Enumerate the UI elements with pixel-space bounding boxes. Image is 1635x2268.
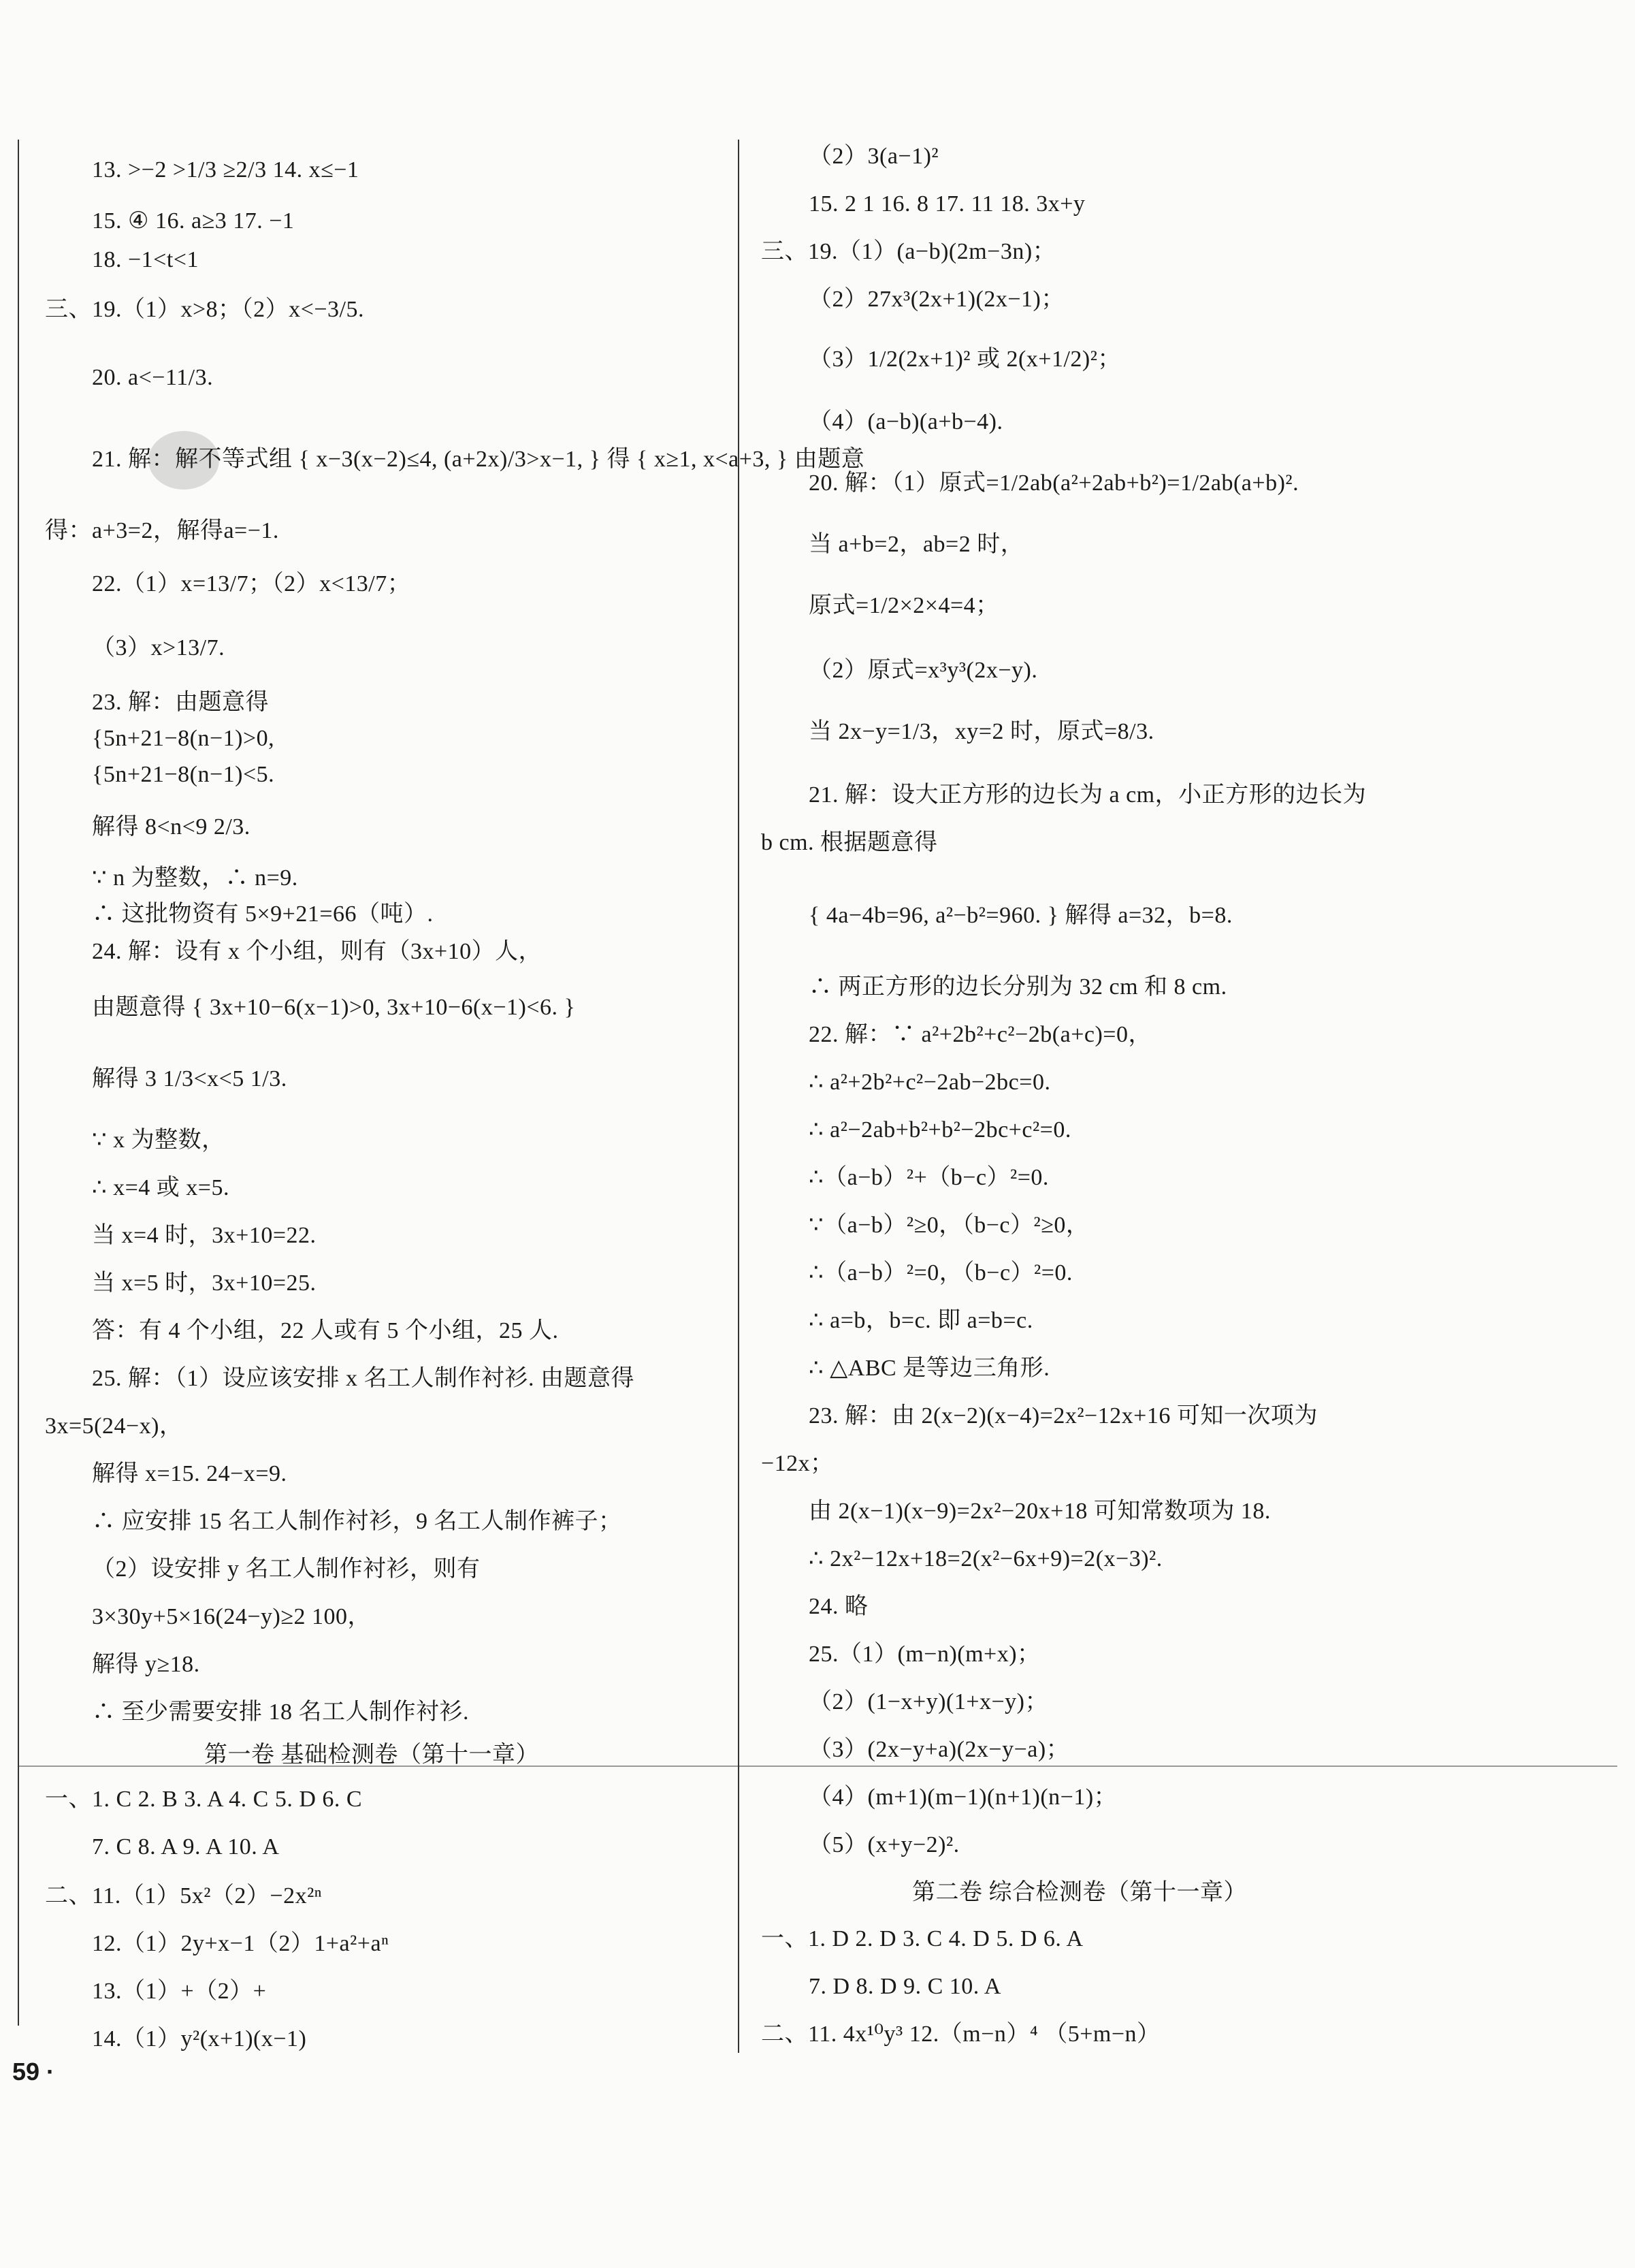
- answer-line: ∵ x 为整数，: [92, 1128, 225, 1153]
- answer-line: 7. D 8. D 9. C 10. A: [809, 1974, 1001, 1999]
- answer-line: 22.（1）x=13/7；（2）x<13/7；: [92, 571, 411, 596]
- answer-line: （5）(x+y−2)².: [809, 1832, 960, 1857]
- answer-line: 20. a<−11/3.: [92, 365, 214, 390]
- answer-line: （4）(a−b)(a+b−4).: [809, 409, 1003, 434]
- answer-line: ∵（a−b）²≥0，（b−c）²≥0，: [809, 1213, 1090, 1238]
- answer-line: 解得 x=15. 24−x=9.: [92, 1461, 287, 1486]
- answer-line: ∴ a²+2b²+c²−2ab−2bc=0.: [809, 1070, 1051, 1095]
- answer-line: （2）27x³(2x+1)(2x−1)；: [809, 287, 1065, 312]
- answer-line: （3）1/2(2x+1)² 或 2(x+1/2)²；: [809, 347, 1121, 372]
- answer-line: 22. 解：∵ a²+2b²+c²−2b(a+c)=0，: [809, 1022, 1152, 1047]
- answer-line: −12x；: [761, 1451, 834, 1476]
- answer-line: 25. 解：（1）设应该安排 x 名工人制作衬衫. 由题意得: [92, 1366, 634, 1391]
- answer-line: ∴ x=4 或 x=5.: [92, 1175, 229, 1200]
- answer-line: 解得 y≥18.: [92, 1652, 200, 1677]
- answer-line: 3×30y+5×16(24−y)≥2 100，: [92, 1604, 372, 1629]
- answer-line: 二、11.（1）5x²（2）−2x²ⁿ: [45, 1883, 323, 1908]
- answer-line: 当 x=5 时，3x+10=25.: [92, 1271, 317, 1296]
- answer-line: 24. 解：设有 x 个小组，则有（3x+10）人，: [92, 939, 543, 964]
- answer-line: 答：有 4 个小组，22 人或有 5 个小组，25 人.: [92, 1318, 559, 1343]
- answer-line: ∴ 两正方形的边长分别为 32 cm 和 8 cm.: [809, 974, 1227, 1000]
- section-heading: 第一卷 基础检测卷（第十一章）: [204, 1742, 539, 1768]
- answer-line: 得：a+3=2，解得a=−1.: [45, 518, 279, 543]
- answer-line: {5n+21−8(n−1)<5.: [92, 762, 275, 787]
- answer-line: ∴ 至少需要安排 18 名工人制作衬衫.: [92, 1699, 469, 1725]
- answer-line: 15. 2 1 16. 8 17. 11 18. 3x+y: [809, 191, 1086, 217]
- answer-line: ∴ a=b，b=c. 即 a=b=c.: [809, 1308, 1033, 1333]
- answer-line: 由 2(x−1)(x−9)=2x²−20x+18 可知常数项为 18.: [809, 1499, 1271, 1524]
- answer-line: 当 x=4 时，3x+10=22.: [92, 1223, 317, 1248]
- answer-line: ∴（a−b）²+（b−c）²=0.: [809, 1165, 1049, 1190]
- answer-line: 解得 3 1/3<x<5 1/3.: [92, 1066, 287, 1091]
- answer-line: （4）(m+1)(m−1)(n+1)(n−1)；: [809, 1785, 1118, 1810]
- answer-line: 25.（1）(m−n)(m+x)；: [809, 1642, 1041, 1667]
- answer-line: 13.（1）+（2）+: [92, 1979, 267, 2004]
- answer-line: （2）设安排 y 名工人制作衬衫，则有: [92, 1556, 481, 1582]
- answer-line: 7. C 8. A 9. A 10. A: [92, 1834, 280, 1859]
- answer-line: { 4a−4b=96, a²−b²=960. } 解得 a=32，b=8.: [809, 903, 1233, 928]
- answer-line: （2）3(a−1)²: [809, 144, 939, 169]
- answer-line: 3x=5(24−x)，: [45, 1413, 183, 1439]
- answer-line: b cm. 根据题意得: [761, 830, 938, 855]
- answer-line: ∵ n 为整数，∴ n=9.: [92, 865, 298, 891]
- section-rule-right: [739, 1766, 1617, 1767]
- section-heading: 第二卷 综合检测卷（第十一章）: [912, 1880, 1247, 1905]
- answer-line: ∴ △ABC 是等边三角形.: [809, 1356, 1050, 1381]
- answer-line: 一、1. C 2. B 3. A 4. C 5. D 6. C: [45, 1787, 363, 1812]
- answer-line: ∴ 这批物资有 5×9+21=66（吨）.: [92, 901, 434, 927]
- answer-line: 二、11. 4x¹⁰y³ 12.（m−n）⁴ （5+m−n）: [761, 2022, 1161, 2047]
- answer-line: 当 a+b=2，ab=2 时，: [809, 532, 1024, 557]
- answer-line: 14.（1）y²(x+1)(x−1): [92, 2026, 307, 2051]
- answer-line: ∴ 应安排 15 名工人制作衬衫，9 名工人制作裤子；: [92, 1509, 622, 1534]
- answer-line: ∴（a−b）²=0，（b−c）²=0.: [809, 1260, 1073, 1285]
- answer-line: 20. 解：（1）原式=1/2ab(a²+2ab+b²)=1/2ab(a+b)².: [809, 470, 1299, 496]
- answer-line: （3）(2x−y+a)(2x−y−a)；: [809, 1737, 1070, 1762]
- answer-line: 23. 解：由 2(x−2)(x−4)=2x²−12x+16 可知一次项为: [809, 1403, 1318, 1428]
- answer-line: 三、19.（1）(a−b)(2m−3n)；: [761, 239, 1056, 264]
- answer-line: （2）(1−x+y)(1+x−y)；: [809, 1689, 1048, 1714]
- answer-line: 13. >−2 >1/3 ≥2/3 14. x≤−1: [92, 157, 359, 182]
- answer-line: ∴ 2x²−12x+18=2(x²−6x+9)=2(x−3)².: [809, 1546, 1163, 1571]
- answer-line: 当 2x−y=1/3，xy=2 时，原式=8/3.: [809, 719, 1154, 744]
- answer-line: 15. ④ 16. a≥3 17. −1: [92, 208, 295, 234]
- answer-line: 18. −1<t<1: [92, 247, 199, 272]
- answer-line: ∴ a²−2ab+b²+b²−2bc+c²=0.: [809, 1117, 1071, 1143]
- answer-line: 一、1. D 2. D 3. C 4. D 5. D 6. A: [761, 1926, 1084, 1951]
- answer-line: 三、19.（1）x>8；（2）x<−3/5.: [45, 297, 364, 322]
- answer-line: （3）x>13/7.: [92, 635, 225, 660]
- left-margin-rule: [18, 140, 19, 2026]
- answer-line: 由题意得 { 3x+10−6(x−1)>0, 3x+10−6(x−1)<6. }: [92, 995, 576, 1020]
- answer-line: 21. 解：解不等式组 { x−3(x−2)≤4, (a+2x)/3>x−1, } 得 { x≥1, x<a+3, } 由题意: [92, 447, 865, 472]
- page-number: 59 ·: [12, 2058, 55, 2086]
- answer-line: 24. 略: [809, 1594, 869, 1619]
- answer-line: {5n+21−8(n−1)>0,: [92, 726, 275, 751]
- answer-line: 12.（1）2y+x−1（2）1+a²+aⁿ: [92, 1931, 389, 1956]
- answer-line: （2）原式=x³y³(2x−y).: [809, 658, 1038, 683]
- answer-line: 解得 8<n<9 2/3.: [92, 814, 250, 840]
- answer-line: 原式=1/2×2×4=4；: [809, 593, 999, 618]
- answer-line: 21. 解：设大正方形的边长为 a cm，小正方形的边长为: [809, 782, 1367, 808]
- answer-line: 23. 解：由题意得: [92, 690, 269, 715]
